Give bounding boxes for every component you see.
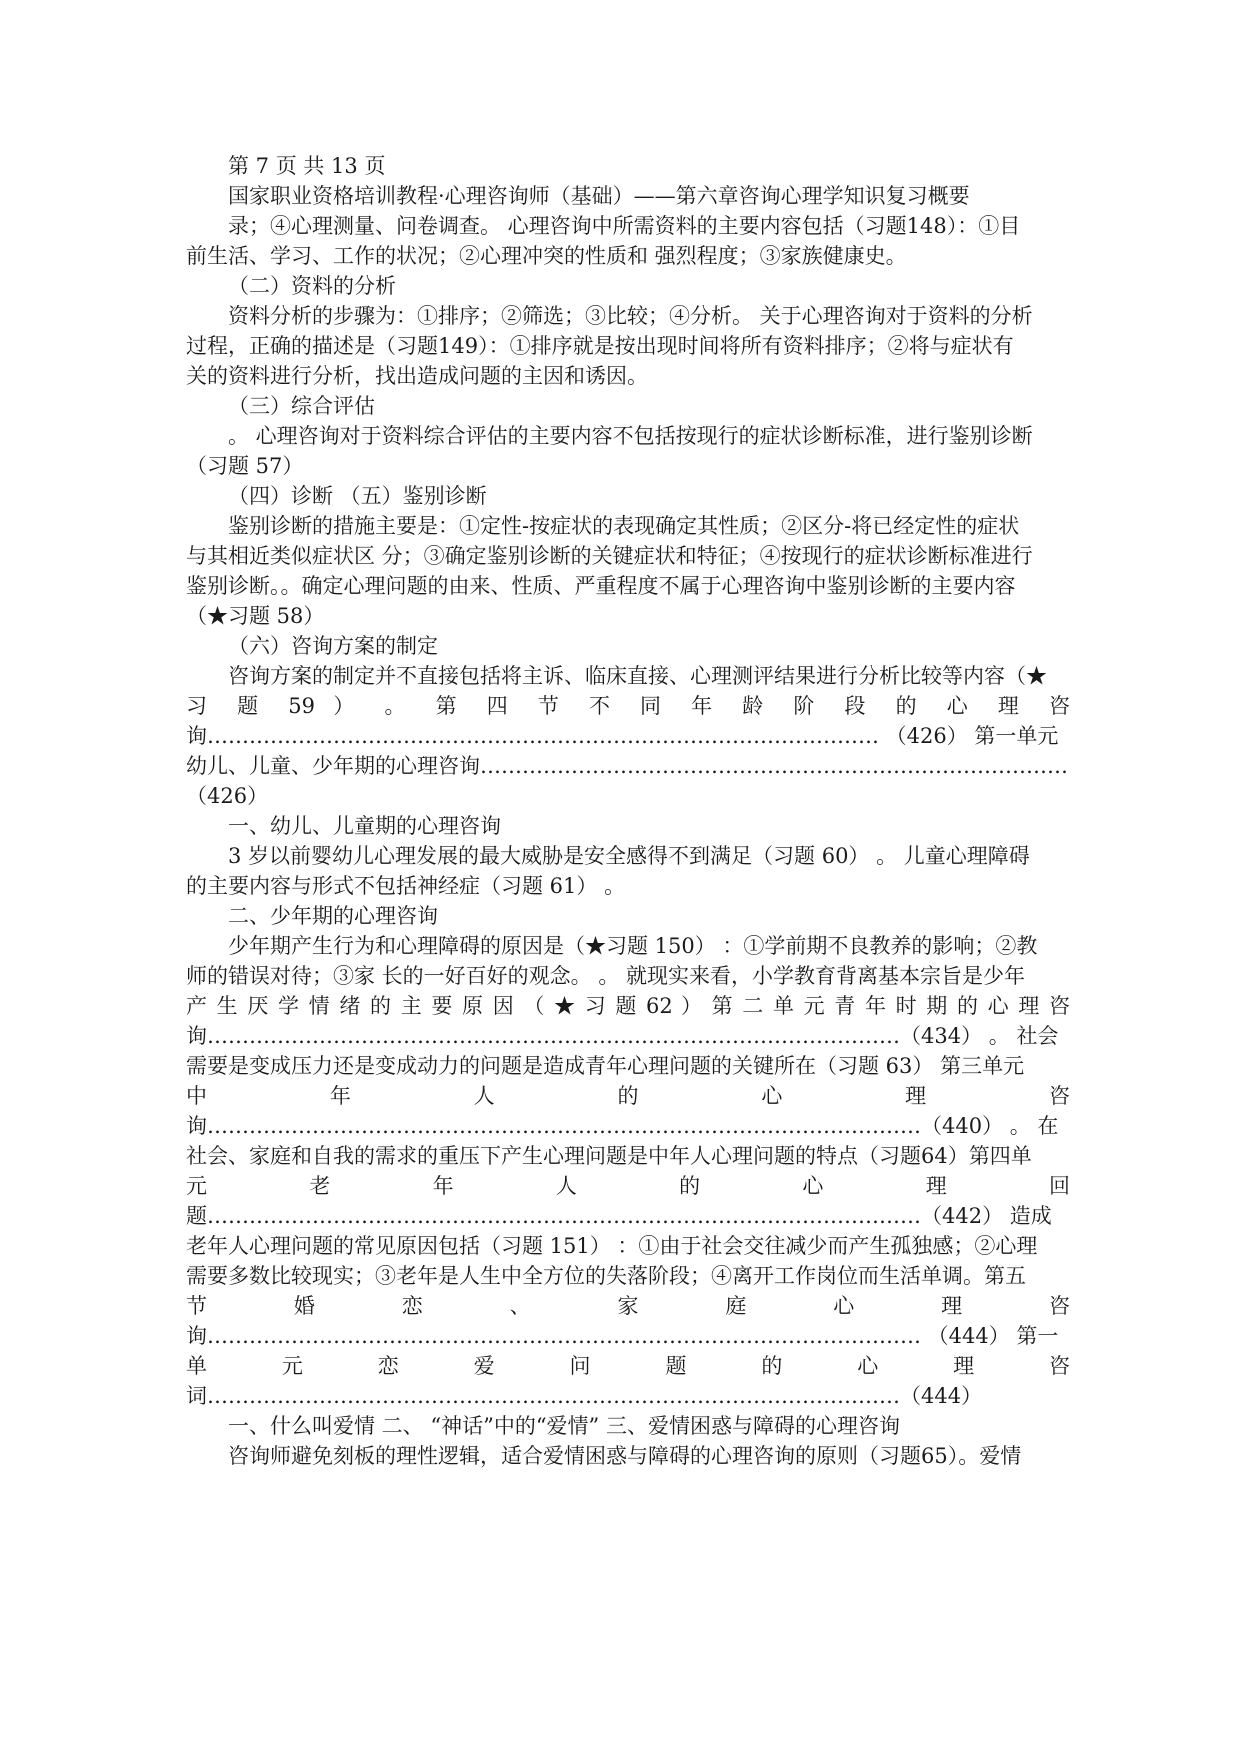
toc-line: 词………………………………………………………………………………………（444） (186, 1384, 983, 1408)
text-line: （★习题 58） (186, 604, 325, 628)
section-heading: 一、什么叫爱情 二、 “神话”中的“爱情” 三、爱情困惑与障碍的心理咨询 (228, 1414, 900, 1438)
text-line: 过程，正确的描述是（习题149）：①排序就是按出现时间将所有资料排序；②将与症状有 (186, 334, 1014, 358)
text-line: 社会、家庭和自我的需求的重压下产生心理问题是中年人心理问题的特点（习题64）第四单 (186, 1144, 1032, 1168)
text-line: 需要多数比较现实；③老年是人生中全方位的失落阶段；④离开工作岗位而生活单调。第五 (186, 1264, 1026, 1288)
text-line: 咨询方案的制定并不直接包括将主诉、临床直接、心理测评结果进行分析比较等内容（★ (228, 664, 1047, 688)
text-line: 资料分析的步骤为：①排序；②筛选；③比较；④分析。 关于心理咨询对于资料的分析 (228, 304, 1033, 328)
section-heading: （六）咨询方案的制定 (228, 634, 438, 658)
section-heading: 一、幼儿、儿童期的心理咨询 (228, 814, 501, 838)
doc-title: 国家职业资格培训教程·心理咨询师（基础）——第六章咨询心理学知识复习概要 (228, 184, 970, 208)
text-line: 的主要内容与形式不包括神经症（习题 61） 。 (186, 874, 626, 898)
text-line: 3 岁以前婴幼儿心理发展的最大威胁是安全感得不到满足（习题 60） 。 儿童心理障碍 (228, 844, 1030, 868)
text-line: （习题 57） (186, 454, 304, 478)
toc-line: 题…………………………………………………………………………………………（442） 造成 (186, 1204, 1052, 1228)
text-line: 与其相近类似症状区 分；③确定鉴别诊断的关键症状和特征；④按现行的症状诊断标准进行 (186, 544, 1033, 568)
section-heading: （二）资料的分析 (228, 274, 396, 298)
text-line: 习 题 59 ） 。 第 四 节 不 同 年 龄 阶 段 的 心 理 咨 (186, 694, 1070, 718)
text-line: 鉴别诊断的措施主要是：①定性-按症状的表现确定其性质；②区分-将已经定性的症状 (228, 514, 1020, 538)
text-line: （426） (186, 784, 269, 808)
text-line: 师的错误对待；③家 长的一好百好的观念。 。 就现实来看，小学教育背离基本宗旨是少年 (186, 964, 1026, 988)
section-heading: （三）综合评估 (228, 394, 375, 418)
text-line: 录；④心理测量、问卷调查。 心理咨询中所需资料的主要内容包括（习题148）：①目 (228, 214, 1021, 238)
text-line: 老年人心理问题的常见原因包括（习题 151） ：①由于社会交往减少而产生孤独感；②心理 (186, 1234, 1038, 1258)
text-line: 元 老 年 人 的 心 理 回 (186, 1174, 1070, 1198)
toc-line: 询…………………………………………………………………………………………（440） 。 在 (186, 1114, 1059, 1138)
text-line: 中 年 人 的 心 理 咨 (186, 1084, 1070, 1108)
text-line: 需要是变成压力还是变成动力的问题是造成青年心理问题的关键所在（习题 63） 第三单元 (186, 1054, 1025, 1078)
toc-line: 询…………………………………………………………………………………… （426） 第一单元 (186, 724, 1059, 748)
text-line: 咨询师避免刻板的理性逻辑，适合爱情困惑与障碍的心理咨询的原则（习题65）。爱情 (228, 1444, 1022, 1468)
toc-line: 幼儿、儿童、少年期的心理咨询………………………………………………………………………… (186, 754, 1068, 778)
section-heading: 二、少年期的心理咨询 (228, 904, 438, 928)
toc-line: 询………………………………………………………………………………………（434） 。 社会 (186, 1024, 1059, 1048)
section-heading: （四）诊断 （五）鉴别诊断 (228, 484, 487, 508)
page-header: 第 7 页 共 13 页 (228, 154, 386, 178)
text-line: 关的资料进行分析，找出造成问题的主因和诱因。 (186, 364, 648, 388)
text-line: 鉴别诊断。。确定心理问题的由来、性质、严重程度不属于心理咨询中鉴别诊断的主要内容 (186, 574, 1016, 598)
text-line: 前生活、学习、工作的状况；②心理冲突的性质和 强烈程度；③家族健康史。 (186, 244, 907, 268)
text-line: 产 生 厌 学 情 绪 的 主 要 原 因 （ ★ 习 题 62 ） 第 二 单 元 青 年 时 期 的 心 理 咨 (186, 994, 1070, 1018)
toc-line: 询………………………………………………………………………………………… （444） 第一 (186, 1324, 1059, 1348)
text-line: 节 婚 恋 、 家 庭 心 理 咨 (186, 1294, 1070, 1318)
text-line: 。 心理咨询对于资料综合评估的主要内容不包括按现行的症状诊断标准，进行鉴别诊断 (228, 424, 1033, 448)
text-line: 少年期产生行为和心理障碍的原因是（★习题 150） ：①学前期不良教养的影响；②教 (228, 934, 1038, 958)
text-line: 单 元 恋 爱 问 题 的 心 理 咨 (186, 1354, 1070, 1378)
document-page (186, 151, 1070, 1471)
